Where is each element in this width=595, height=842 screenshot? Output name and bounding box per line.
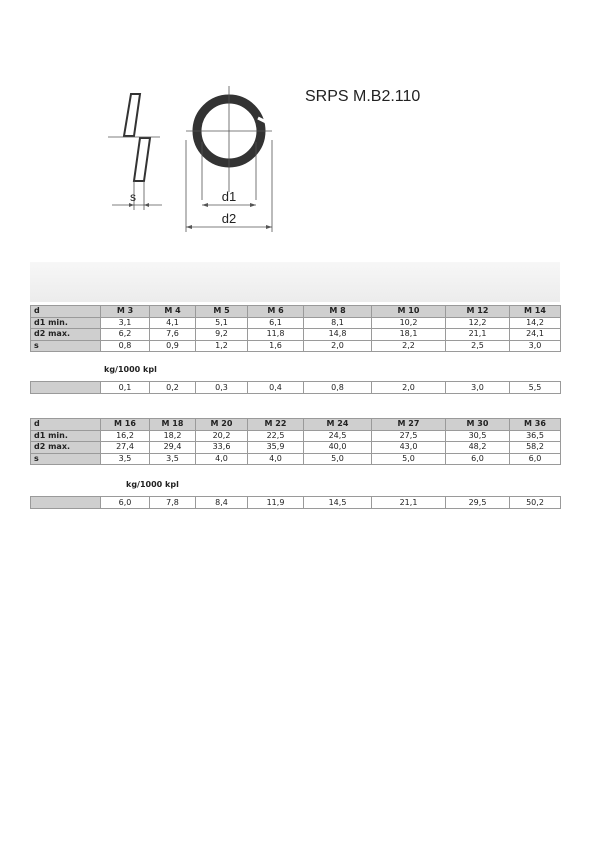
- table-cell: 6,1: [248, 317, 304, 329]
- washer-side-view-lower: [134, 138, 150, 181]
- mass-cell: 6,0: [101, 497, 150, 509]
- table-cell: 0,9: [150, 340, 196, 352]
- mass-cell: 11,9: [248, 497, 304, 509]
- table-cell: 0,8: [101, 340, 150, 352]
- row-label: d1 min.: [31, 317, 101, 329]
- mass-label-1: kg/1000 kpl: [104, 365, 157, 374]
- table-cell: 16,2: [101, 430, 150, 442]
- table-cell: 2,5: [446, 340, 510, 352]
- mass-cell: 3,0: [446, 382, 510, 394]
- table-row: [31, 453, 561, 465]
- table-cell: 8,1: [304, 317, 372, 329]
- mass-cell: 8,4: [196, 497, 248, 509]
- table-cell: 43,0: [372, 442, 446, 454]
- table-header-row: [31, 419, 561, 431]
- header-cell: M 36: [510, 419, 561, 431]
- table-cell: 29,4: [150, 442, 196, 454]
- mass-cell: 0,1: [101, 382, 150, 394]
- standard-title: SRPS M.B2.110: [305, 88, 421, 105]
- table-cell: 4,0: [196, 453, 248, 465]
- table-cell: 1,2: [196, 340, 248, 352]
- header-cell: M 14: [510, 306, 561, 318]
- washer-side-view-upper: [124, 94, 140, 136]
- table-cell: 24,1: [510, 329, 561, 341]
- mass-cell: 50,2: [510, 497, 561, 509]
- table-cell: 2,2: [372, 340, 446, 352]
- table-row: [31, 317, 561, 329]
- header-cell: M 22: [248, 419, 304, 431]
- row-label: d2 max.: [31, 442, 101, 454]
- mass-cell: 7,8: [150, 497, 196, 509]
- table-cell: 21,1: [446, 329, 510, 341]
- header-shade-band: [30, 262, 560, 302]
- row-label: d2 max.: [31, 329, 101, 341]
- mass-row-label: [31, 497, 101, 509]
- table-row: [31, 442, 561, 454]
- header-cell: M 16: [101, 419, 150, 431]
- table-cell: 6,2: [101, 329, 150, 341]
- header-cell: M 8: [304, 306, 372, 318]
- table-cell: 3,5: [101, 453, 150, 465]
- dimensions-table-2: [30, 418, 561, 465]
- mass-cell: 29,5: [446, 497, 510, 509]
- table-cell: 5,0: [372, 453, 446, 465]
- table-cell: 35,9: [248, 442, 304, 454]
- table-cell: 30,5: [446, 430, 510, 442]
- header-cell: M 3: [101, 306, 150, 318]
- mass-row: [31, 497, 561, 509]
- mass-table-2: [30, 496, 561, 509]
- table-row: [31, 329, 561, 341]
- table-cell: 4,1: [150, 317, 196, 329]
- header-cell: M 24: [304, 419, 372, 431]
- header-cell: M 5: [196, 306, 248, 318]
- table-cell: 4,0: [248, 453, 304, 465]
- mass-cell: 0,4: [248, 382, 304, 394]
- table-cell: 40,0: [304, 442, 372, 454]
- dim-d2-label: d2: [221, 211, 237, 226]
- mass-label-2: kg/1000 kpl: [126, 480, 179, 489]
- header-cell: M 10: [372, 306, 446, 318]
- table-cell: 14,8: [304, 329, 372, 341]
- table-cell: 1,6: [248, 340, 304, 352]
- mass-cell: 0,3: [196, 382, 248, 394]
- table-cell: 58,2: [510, 442, 561, 454]
- table-cell: 3,5: [150, 453, 196, 465]
- table-cell: 14,2: [510, 317, 561, 329]
- header-cell: M 12: [446, 306, 510, 318]
- mass-row: [31, 382, 561, 394]
- table-cell: 9,2: [196, 329, 248, 341]
- table-cell: 27,5: [372, 430, 446, 442]
- table-cell: 3,1: [101, 317, 150, 329]
- table-cell: 7,6: [150, 329, 196, 341]
- table-cell: 12,2: [446, 317, 510, 329]
- row-label: d1 min.: [31, 430, 101, 442]
- table-cell: 5,1: [196, 317, 248, 329]
- table-cell: 18,1: [372, 329, 446, 341]
- row-label: s: [31, 453, 101, 465]
- table-row: [31, 340, 561, 352]
- table-cell: 48,2: [446, 442, 510, 454]
- table-cell: 36,5: [510, 430, 561, 442]
- header-cell: M 18: [150, 419, 196, 431]
- table-cell: 22,5: [248, 430, 304, 442]
- header-cell: d: [31, 306, 101, 318]
- mass-cell: 21,1: [372, 497, 446, 509]
- table-cell: 5,0: [304, 453, 372, 465]
- header-cell: M 20: [196, 419, 248, 431]
- header-cell: M 27: [372, 419, 446, 431]
- mass-cell: 0,8: [304, 382, 372, 394]
- mass-table-1: [30, 381, 561, 394]
- dim-s-label: s: [130, 190, 136, 204]
- mass-row-label: [31, 382, 101, 394]
- mass-cell: 14,5: [304, 497, 372, 509]
- table-header-row: [31, 306, 561, 318]
- header-cell: M 6: [248, 306, 304, 318]
- header-cell: d: [31, 419, 101, 431]
- dimensions-table-1: [30, 305, 561, 352]
- table-cell: 24,5: [304, 430, 372, 442]
- header-cell: M 4: [150, 306, 196, 318]
- table-cell: 18,2: [150, 430, 196, 442]
- mass-cell: 0,2: [150, 382, 196, 394]
- mass-cell: 5,5: [510, 382, 561, 394]
- table-cell: 3,0: [510, 340, 561, 352]
- table-cell: 20,2: [196, 430, 248, 442]
- table-cell: 6,0: [446, 453, 510, 465]
- table-cell: 2,0: [304, 340, 372, 352]
- header-cell: M 30: [446, 419, 510, 431]
- row-label: s: [31, 340, 101, 352]
- table-row: [31, 430, 561, 442]
- table-cell: 11,8: [248, 329, 304, 341]
- table-cell: 27,4: [101, 442, 150, 454]
- dim-d1-label: d1: [221, 189, 237, 204]
- table-cell: 10,2: [372, 317, 446, 329]
- table-cell: 6,0: [510, 453, 561, 465]
- mass-cell: 2,0: [372, 382, 446, 394]
- table-cell: 33,6: [196, 442, 248, 454]
- lock-washer-drawing: [100, 80, 290, 240]
